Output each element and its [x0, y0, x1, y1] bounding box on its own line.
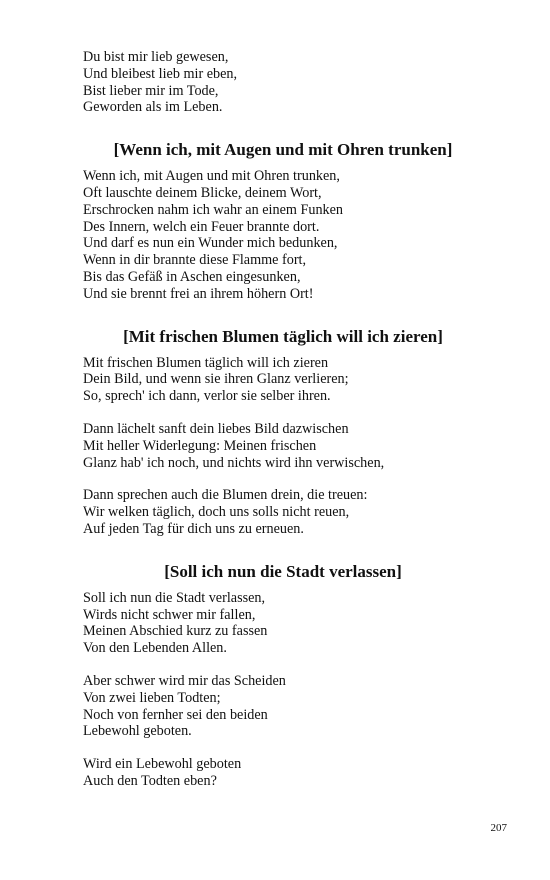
stanza: [83, 49, 483, 116]
stanza: [83, 487, 483, 537]
verse-line: Erschrocken nahm ich wahr an einem Funken: [83, 201, 344, 218]
verse-line: Dann sprechen auch die Blumen drein, die treuen:: [83, 487, 368, 504]
verse-line: Auf jeden Tag für dich uns zu erneuen.: [83, 520, 304, 537]
verse-line: Meinen Abschied kurz zu fassen: [83, 623, 268, 640]
verse-line: Und bleibest lieb mir eben,: [83, 65, 238, 82]
verse-line: Bis das Gefäß in Aschen eingesunken,: [83, 268, 301, 285]
verse-line: Mit heller Widerlegung: Meinen frischen: [83, 437, 317, 454]
verse-line: Und sie brennt frei an ihrem höhern Ort!: [83, 285, 314, 302]
poem-wenn-ich: [83, 140, 483, 302]
verse-line: Geworden als im Leben.: [83, 99, 223, 116]
verse-line: Bist lieber mir im Tode,: [83, 82, 219, 99]
verse-line: Dann lächelt sanft dein liebes Bild dazwischen: [83, 420, 349, 437]
verse-line: Wird ein Lebewohl geboten: [83, 756, 242, 773]
poem-title: [Mit frischen Blumen täglich will ich zieren]: [123, 326, 443, 346]
poem-continuation: [83, 49, 483, 116]
verse-line: Dein Bild, und wenn sie ihren Glanz verlieren;: [83, 371, 349, 388]
verse-line: Wenn in dir brannte diese Flamme fort,: [83, 252, 307, 269]
verse-line: Mit frischen Blumen täglich will ich zieren: [83, 354, 329, 371]
stanza: [83, 673, 483, 740]
verse-line: Und darf es nun ein Wunder mich bedunken,: [83, 235, 338, 252]
verse-line: Oft lauschte deinem Blicke, deinem Wort,: [83, 184, 322, 201]
verse-line: Soll ich nun die Stadt verlassen,: [83, 589, 266, 606]
stanza: [83, 756, 483, 790]
poem-soll-ich-nun: [83, 562, 483, 790]
stanza: [83, 421, 483, 471]
poem-title: [Soll ich nun die Stadt verlassen]: [164, 561, 402, 581]
verse-line: Auch den Todten eben?: [83, 772, 217, 789]
verse-line: Wir welken täglich, doch uns solls nicht reuen,: [83, 504, 350, 521]
page-body: [83, 49, 483, 790]
verse-line: Wirds nicht schwer mir fallen,: [83, 606, 256, 623]
verse-line: Glanz hab' ich noch, und nichts wird ihn verwischen,: [83, 454, 385, 471]
poem-title: [Wenn ich, mit Augen und mit Ohren trunken]: [113, 140, 453, 160]
verse-line: Du bist mir lieb gewesen,: [83, 49, 229, 65]
verse-line: Des Innern, welch ein Feuer brannte dort.: [83, 218, 320, 235]
verse-line: Von zwei lieben Todten;: [83, 689, 221, 706]
stanza: [83, 355, 483, 405]
page-number: 207: [490, 822, 507, 834]
verse-line: Wenn ich, mit Augen und mit Ohren trunken,: [83, 168, 340, 185]
verse-line: Lebewohl geboten.: [83, 723, 192, 740]
verse-line: Aber schwer wird mir das Scheiden: [83, 672, 286, 689]
poem-mit-frischen-blumen: [83, 327, 483, 538]
verse-line: Von den Lebenden Allen.: [83, 640, 227, 657]
verse-line: Noch von fernher sei den beiden: [83, 706, 268, 723]
verse-line: So, sprech' ich dann, verlor sie selber ihren.: [83, 388, 331, 405]
stanza: [83, 590, 483, 657]
stanza: [83, 168, 483, 302]
